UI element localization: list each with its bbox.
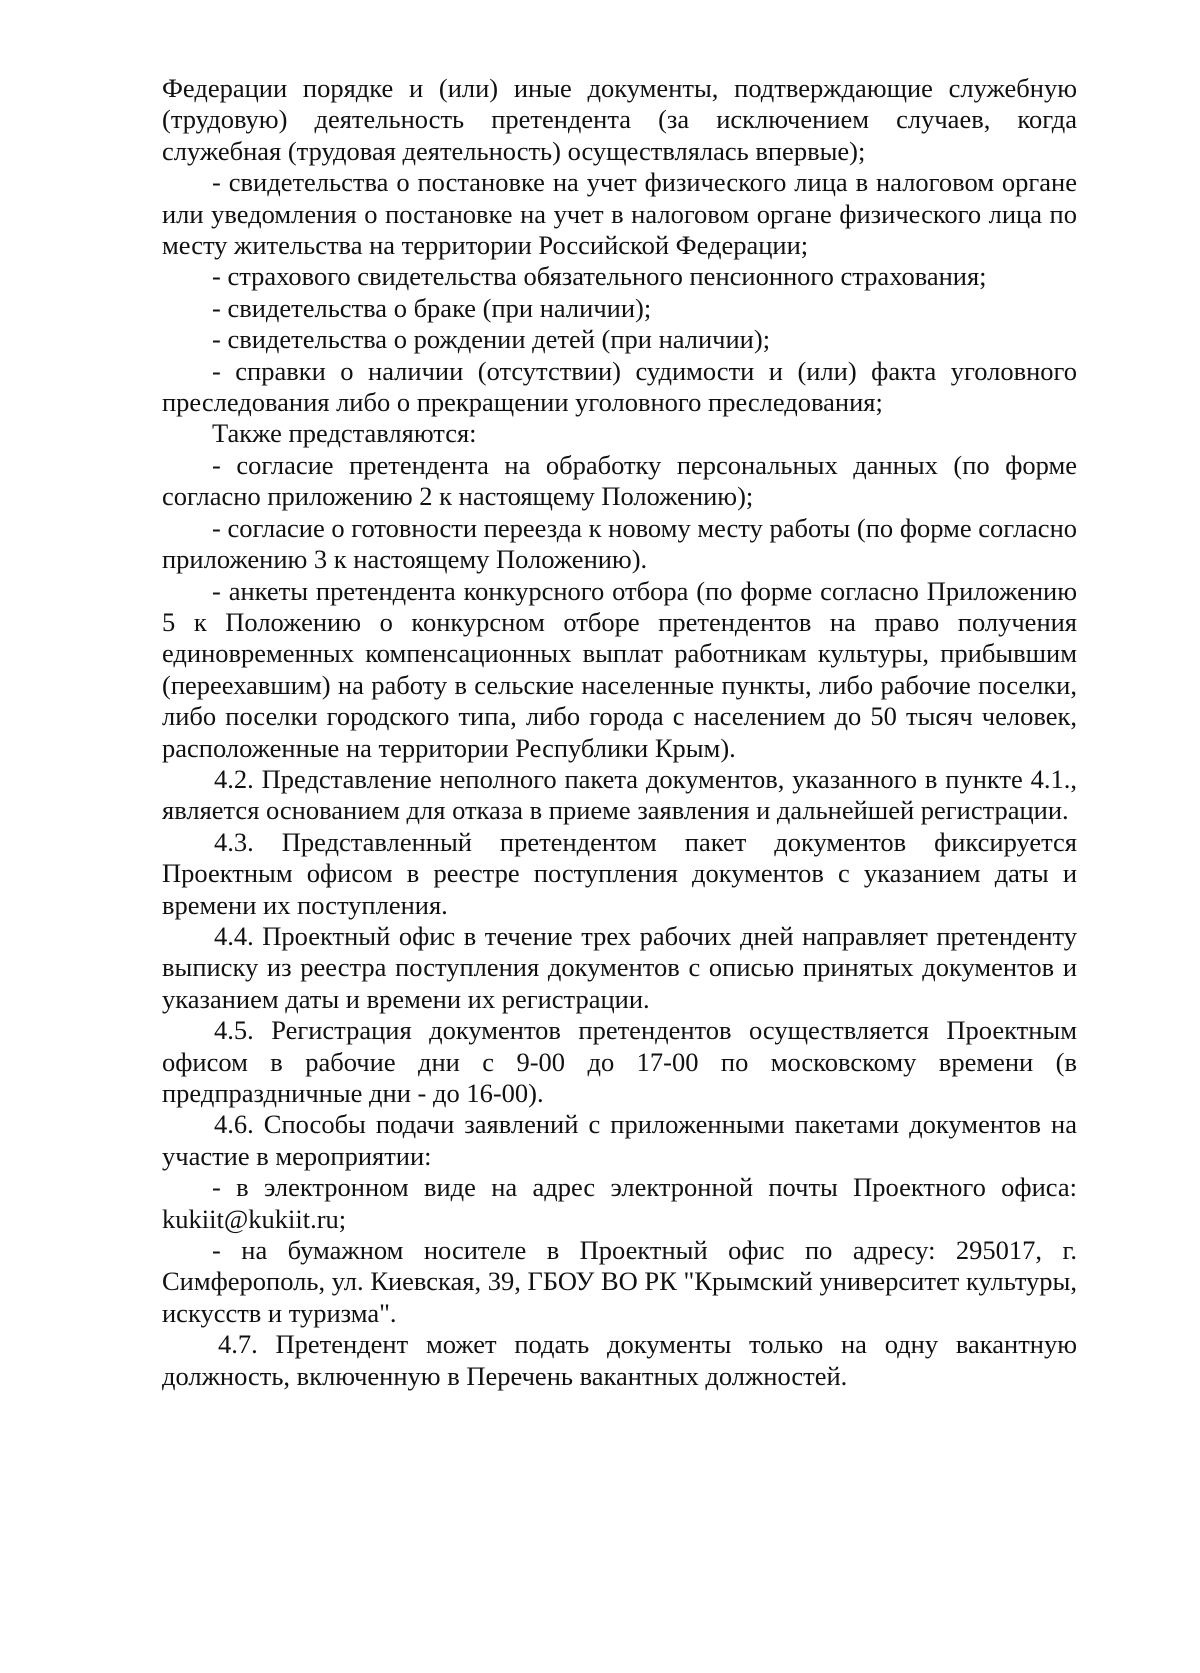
paragraph-also-provided: Также представляются:: [212, 418, 477, 449]
list-item-tax-registration: - свидетельства о постановке на учет физического лица в налоговом органе или уведомления о постановке на учет в налоговом органе физического лица по месту жительства на территории Российской Федерации;: [162, 167, 1077, 261]
list-item-marriage-certificate: - свидетельства о браке (при наличии);: [212, 292, 652, 323]
paragraph-continuation: Федерации порядке и (или) иные документы, подтверждающие служебную (трудовую) деятельность претендента (за исключением случаев, когда служебная (трудовая деятельность) осуществлялась впервые);: [162, 73, 1077, 166]
list-item-relocation-consent: - согласие о готовности переезда к новому месту работы (по форме согласно приложению 3 к настоящему Положению).: [162, 512, 1077, 575]
list-item-birth-certificates: - свидетельства о рождении детей (при наличии);: [212, 324, 771, 355]
list-item-pension-insurance: - страхового свидетельства обязательного пенсионного страхования;: [212, 261, 987, 292]
clause-4-4: 4.4. Проектный офис в течение трех рабочих дней направляет претенденту выписку из реестра поступления документов с описью принятых документов и указанием даты и времени их регистрации.: [162, 920, 1077, 1014]
list-item-paper-submission: - на бумажном носителе в Проектный офис по адресу: 295017, г. Симферополь, ул. Киевская, 39, ГБОУ ВО РК "Крымский университет культуры, искусств и туризма".: [162, 1235, 1077, 1328]
clause-4-6: 4.6. Способы подачи заявлений с приложенными пакетами документов на участие в мероприятии:: [162, 1109, 1077, 1171]
clause-4-5: 4.5. Регистрация документов претендентов осуществляется Проектным офисом в рабочие дни с 9-00 до 17-00 по московскому времени (в предпраздничные дни - до 16-00).: [162, 1015, 1077, 1108]
clause-4-3: 4.3. Представленный претендентом пакет документов фиксируется Проектным офисом в реестре поступления документов с указанием даты и времени их поступления.: [162, 826, 1077, 920]
list-item-personal-data-consent: - согласие претендента на обработку персональных данных (по форме согласно приложению 2 к настоящему Положению);: [162, 449, 1077, 512]
clause-4-2: 4.2. Представление неполного пакета документов, указанного в пункте 4.1., является основанием для отказа в приеме заявления и дальнейшей регистрации.: [162, 763, 1077, 826]
clause-4-7: 4.7. Претендент может подать документы только на одну вакантную должность, включенную в Перечень вакантных должностей.: [162, 1329, 1077, 1391]
list-item-questionnaire: - анкеты претендента конкурсного отбора (по форме согласно Приложению 5 к Положению о конкурсном отборе претендентов на право получения единовременных компенсационных выплат работникам культуры, прибывшим (переехавшим) на работу в сельские населенные пункты, либо рабочие поселки, либо поселки городского типа, либо города с населением до 50 тысяч человек, расположенные на территории Республики Крым).: [162, 575, 1077, 763]
document-body: [162, 73, 1077, 1392]
list-item-criminal-record: - справки о наличии (отсутствии) судимости и (или) факта уголовного преследования либо о прекращении уголовного преследования;: [162, 355, 1077, 418]
list-item-electronic-submission: - в электронном виде на адрес электронной почты Проектного офиса: kukiit@kukiit.ru;: [162, 1172, 1077, 1234]
